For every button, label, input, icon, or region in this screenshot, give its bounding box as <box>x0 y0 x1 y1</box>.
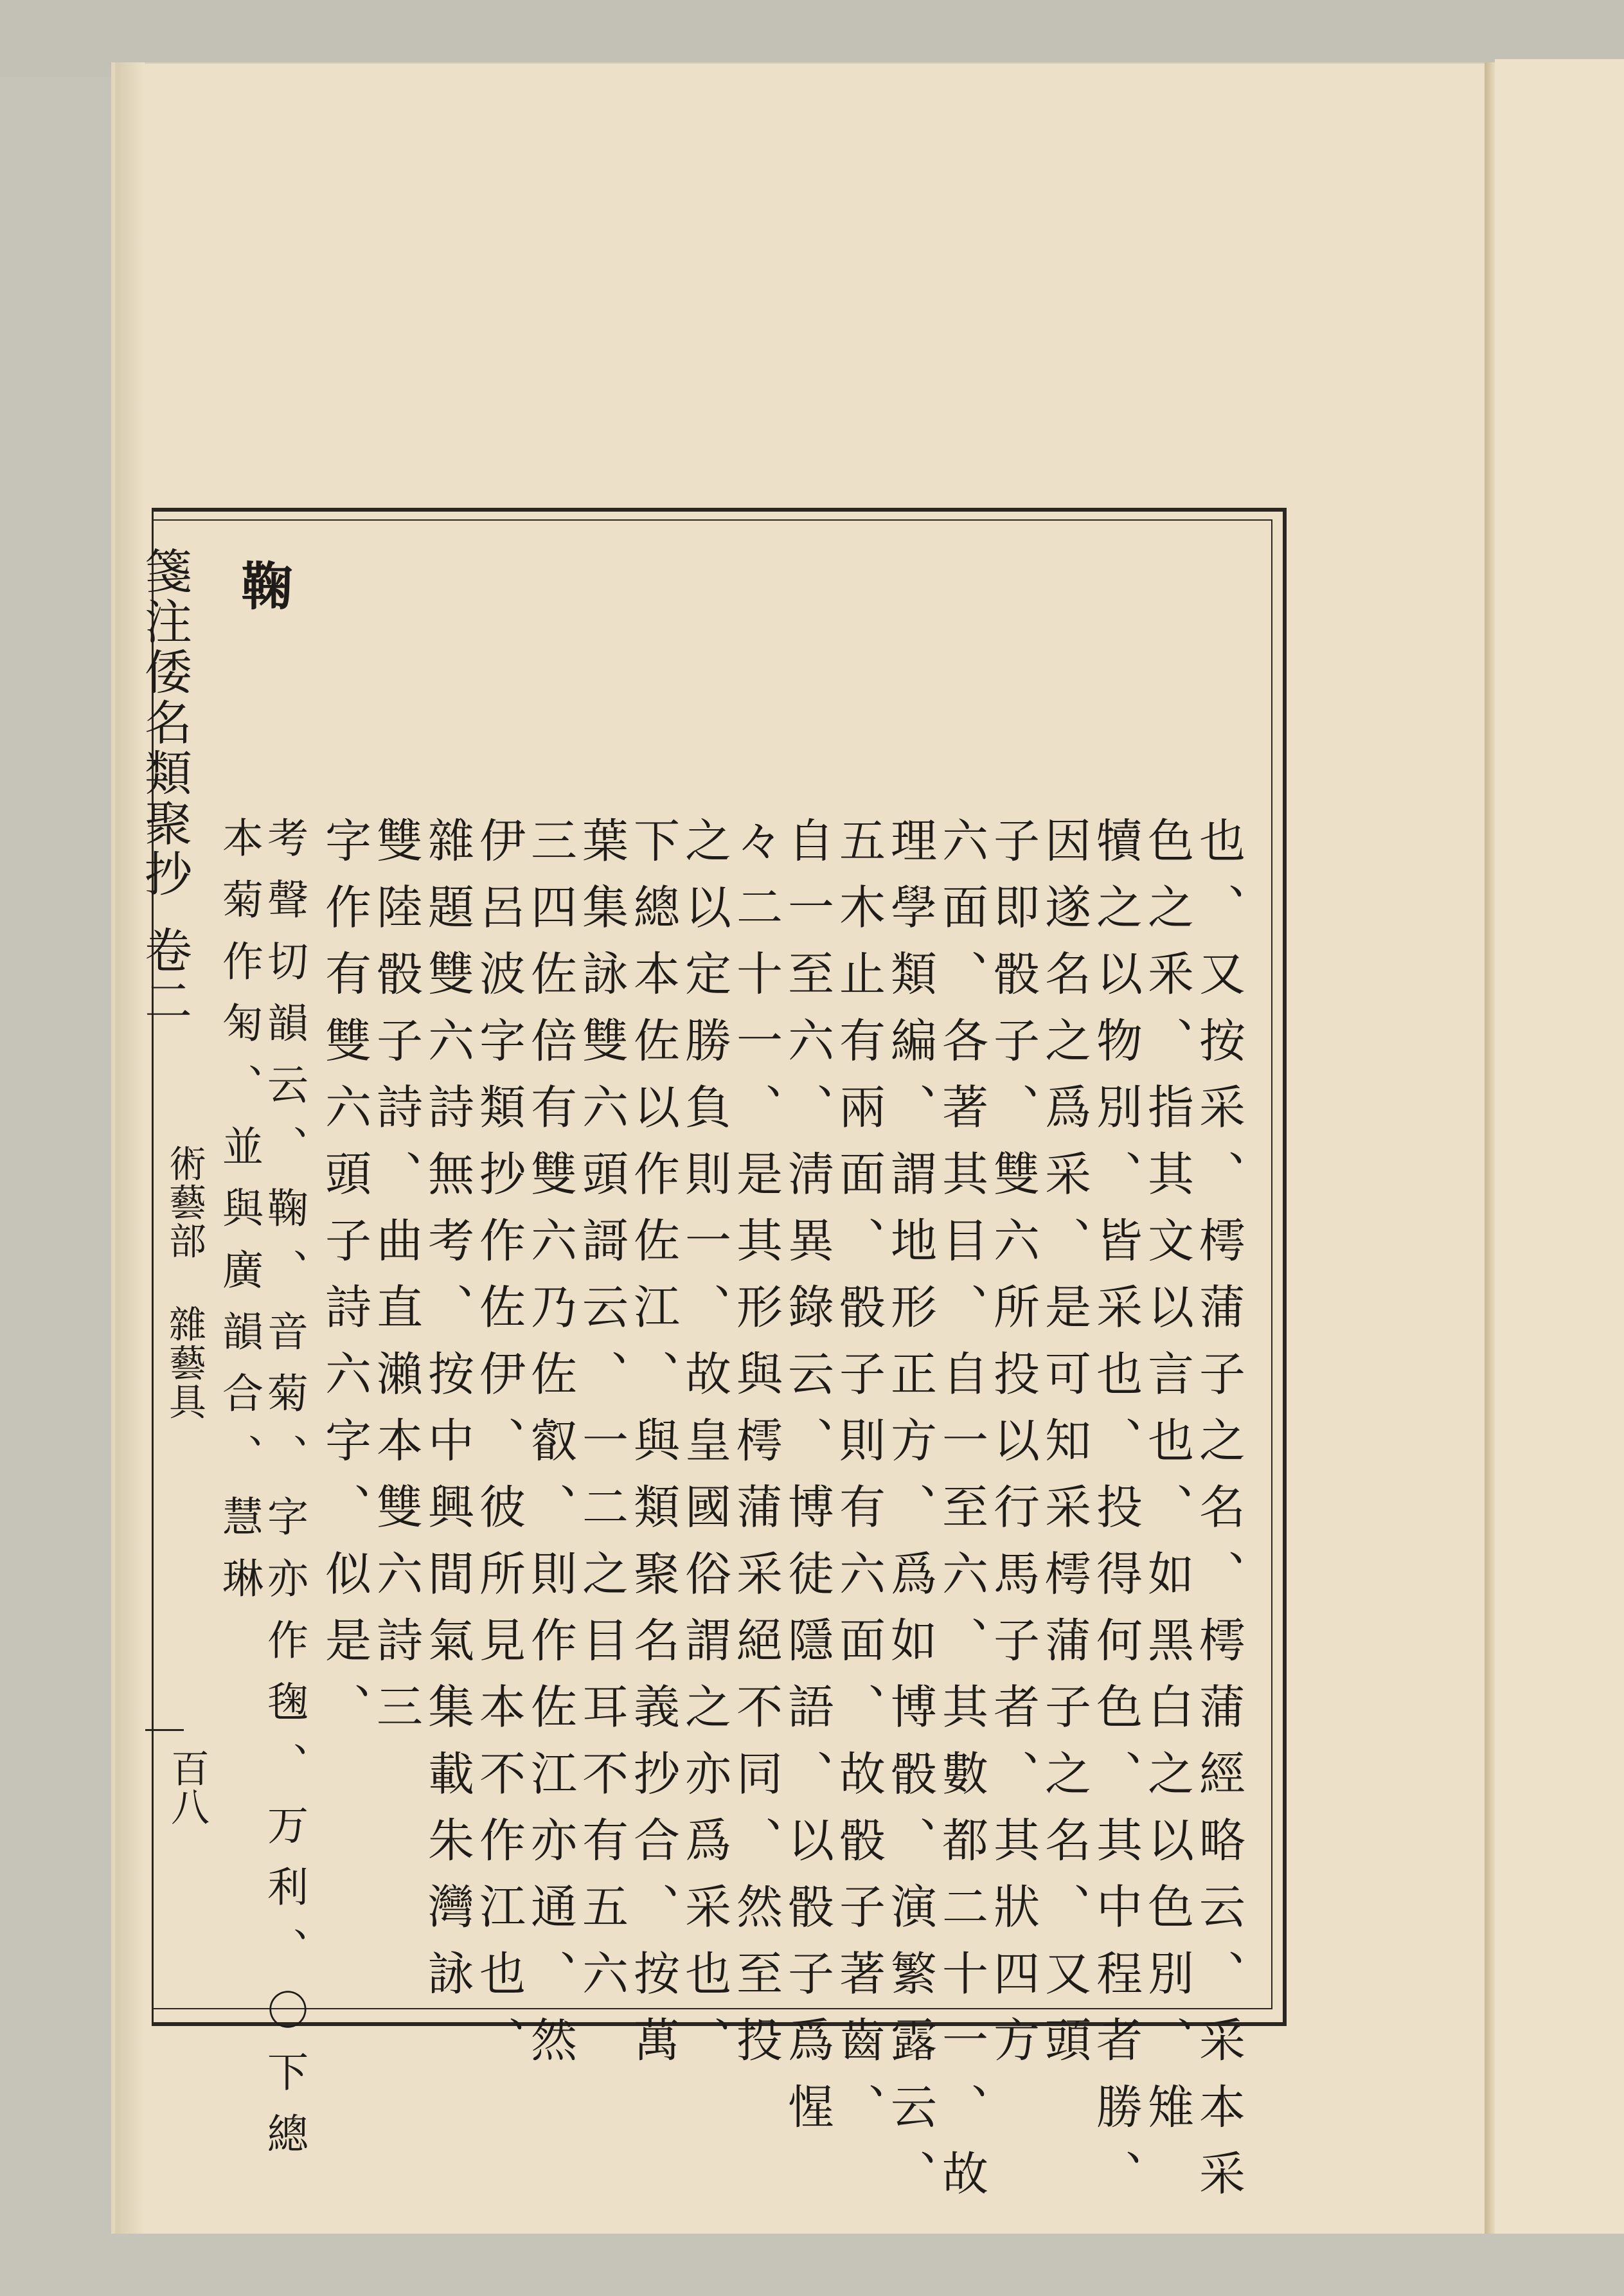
text-column: 自一至六、淸異錄云、博徒隱語、以骰子爲惺 <box>780 816 834 2149</box>
text-column: 六面、各著其目、自一至六、其數都二十一、故 <box>934 816 988 2216</box>
text-column: 色之釆、指其文以言也、如黑白之以色別、雉 <box>1140 816 1194 2149</box>
next-page-edge <box>1495 59 1624 2251</box>
text-column: 々二十一、是其形與樗蒲采絕不同、然至投 <box>729 816 783 2083</box>
book-title: 箋注倭名類聚抄 <box>137 546 192 900</box>
text-column: 也、又按采、樗蒲子之名、樗蒲經略云、采本采 <box>1191 816 1245 2216</box>
subsection-label: 雜藝具 <box>163 1305 206 1421</box>
text-column: 理學類編、謂地形正方、爲如博骰、演繁露云、 <box>883 816 937 2216</box>
text-column: 三四佐倍有雙六乃佐叡、則作佐江亦通、然 <box>523 816 577 2083</box>
text-column: 本菊作匊、並與廣韻合、慧琳 <box>215 816 263 1619</box>
section-label: 術藝部 <box>163 1144 206 1260</box>
book-gutter <box>1485 62 1495 2254</box>
text-column: 因遂名之爲采、是可知采樗蒲子之名、又頭 <box>1037 816 1091 2083</box>
page-number: 百八 <box>165 1748 210 1825</box>
entry-heading: 鞠 <box>233 559 293 611</box>
text-column: 葉集詠雙六頭謌云、一二之目耳不有五六 <box>575 816 629 2016</box>
text-column: 子即骰子、雙六所投以行馬子者、其狀四方 <box>986 816 1040 2083</box>
background-bottom <box>0 2234 1624 2296</box>
text-column: 考聲切韻云、鞠、音菊、字亦作毱、万利、〇下總 <box>260 816 308 2174</box>
text-column: 雜題雙六詩無考、按中興間氣集載朱灣詠 <box>420 816 474 2016</box>
volume-label: 卷二 <box>137 926 192 1027</box>
text-column: 雙陸骰子詩、曲直瀨本雙六詩三 <box>369 816 423 1750</box>
page-edge <box>119 62 145 2235</box>
text-column: 下總本佐以作佐江、與類聚名義抄合、按萬 <box>626 816 680 2083</box>
text-column: 之以定勝負則一、故皇國俗謂之亦爲采也、 <box>677 816 731 2083</box>
text-column: 伊呂波字類抄作佐伊、彼所見本不作江也、 <box>472 816 526 2083</box>
text-column: 五木止有兩面、骰子則有六面、故骰子著齒、 <box>832 816 886 2149</box>
text-column: 字作有雙六頭子詩六字、似是、 <box>317 816 371 1750</box>
text-column: 犢之以物別、皆采也、投得何色、其中程者勝、 <box>1089 816 1143 2216</box>
page-number-rule <box>145 1729 184 1731</box>
